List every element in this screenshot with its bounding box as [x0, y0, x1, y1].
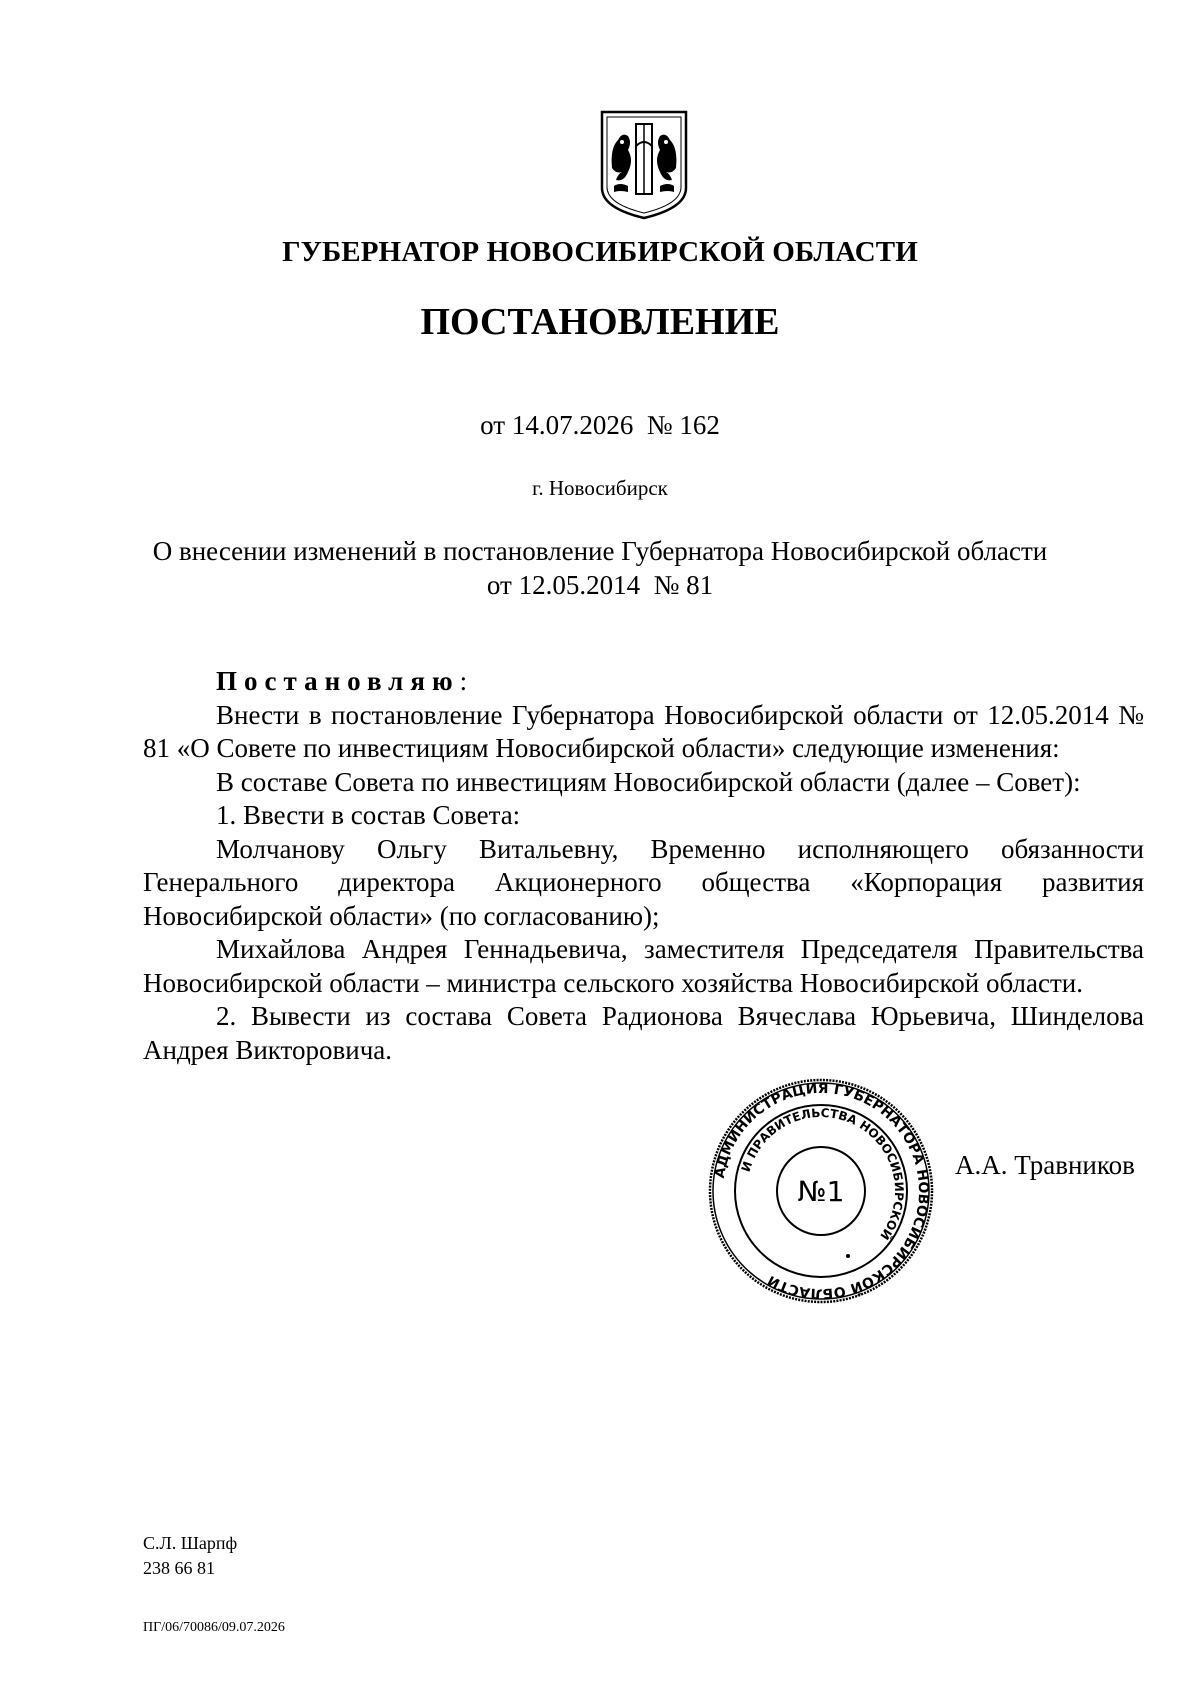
subject-line-1: О внесении изменений в постановление Губернатора Новосибирской области [152, 536, 1048, 566]
body-paragraph-3: 1. Ввести в состав Совета: [216, 800, 521, 830]
decree-colon: : [459, 666, 468, 696]
document-subject [150, 534, 1050, 602]
decree-word: Постановляю [216, 666, 460, 696]
date-number-text: от 14.07.2026 № 162 [480, 410, 720, 440]
body-paragraph-1: Внести в постановление Губернатора Новосибирской области от 12.05.2014 № 81 «О Совете по инвестициям Новосибирской области» следующие изменения: [143, 699, 1144, 763]
executor-name: С.Л. Шарпф [143, 1533, 238, 1553]
stamp-inner-text: И ПРАВИТЕЛЬСТВА НОВОСИБИРСКОЙ [738, 1105, 907, 1243]
subject-line-2: от 12.05.2014 № 81 [486, 570, 714, 600]
document-type-title: ПОСТАНОВЛЕНИЕ [420, 301, 780, 343]
body-paragraph-2: В составе Совета по инвестициям Новосибирской области (далее – Совет): [216, 766, 1081, 797]
official-stamp [708, 1078, 934, 1304]
decree-word-paragraph [143, 665, 1144, 699]
executor-phone: 238 66 81 [143, 1558, 215, 1578]
stamp-center-text: №1 [797, 1175, 845, 1208]
body-paragraph-4: Молчанову Ольгу Витальевну, Временно исполняющего обязанности Генерального директора Акционерного общества «Корпорация развития Новосибирской области» (по согласованию); [143, 833, 1144, 931]
document-reference-code: ПГ/06/70086/09.07.2026 [143, 1620, 285, 1635]
issuer-heading: ГУБЕРНАТОР НОВОСИБИРСКОЙ ОБЛАСТИ [282, 236, 918, 268]
body-paragraph-5: Михайлова Андрея Геннадьевича, заместителя Председателя Правительства Новосибирской области – министра сельского хозяйства Новосибирской области. [143, 934, 1144, 998]
body-paragraph-6: 2. Вывести из состава Совета Радионова Вячеслава Юрьевича, Шинделова Андрея Викторовича. [143, 1001, 1144, 1065]
coat-of-arms-icon [598, 108, 690, 220]
city-line: г. Новосибирск [532, 476, 668, 500]
document-body [143, 665, 1144, 1067]
stamp-outer-text: АДМИНИСТРАЦИЯ ГУБЕРНАТОРА НОВОСИБИРСКОЙ ОБЛАСТИ [711, 1080, 932, 1302]
document-date-number [0, 410, 1200, 441]
signatory-name: А.А. Травников [955, 1150, 1135, 1180]
